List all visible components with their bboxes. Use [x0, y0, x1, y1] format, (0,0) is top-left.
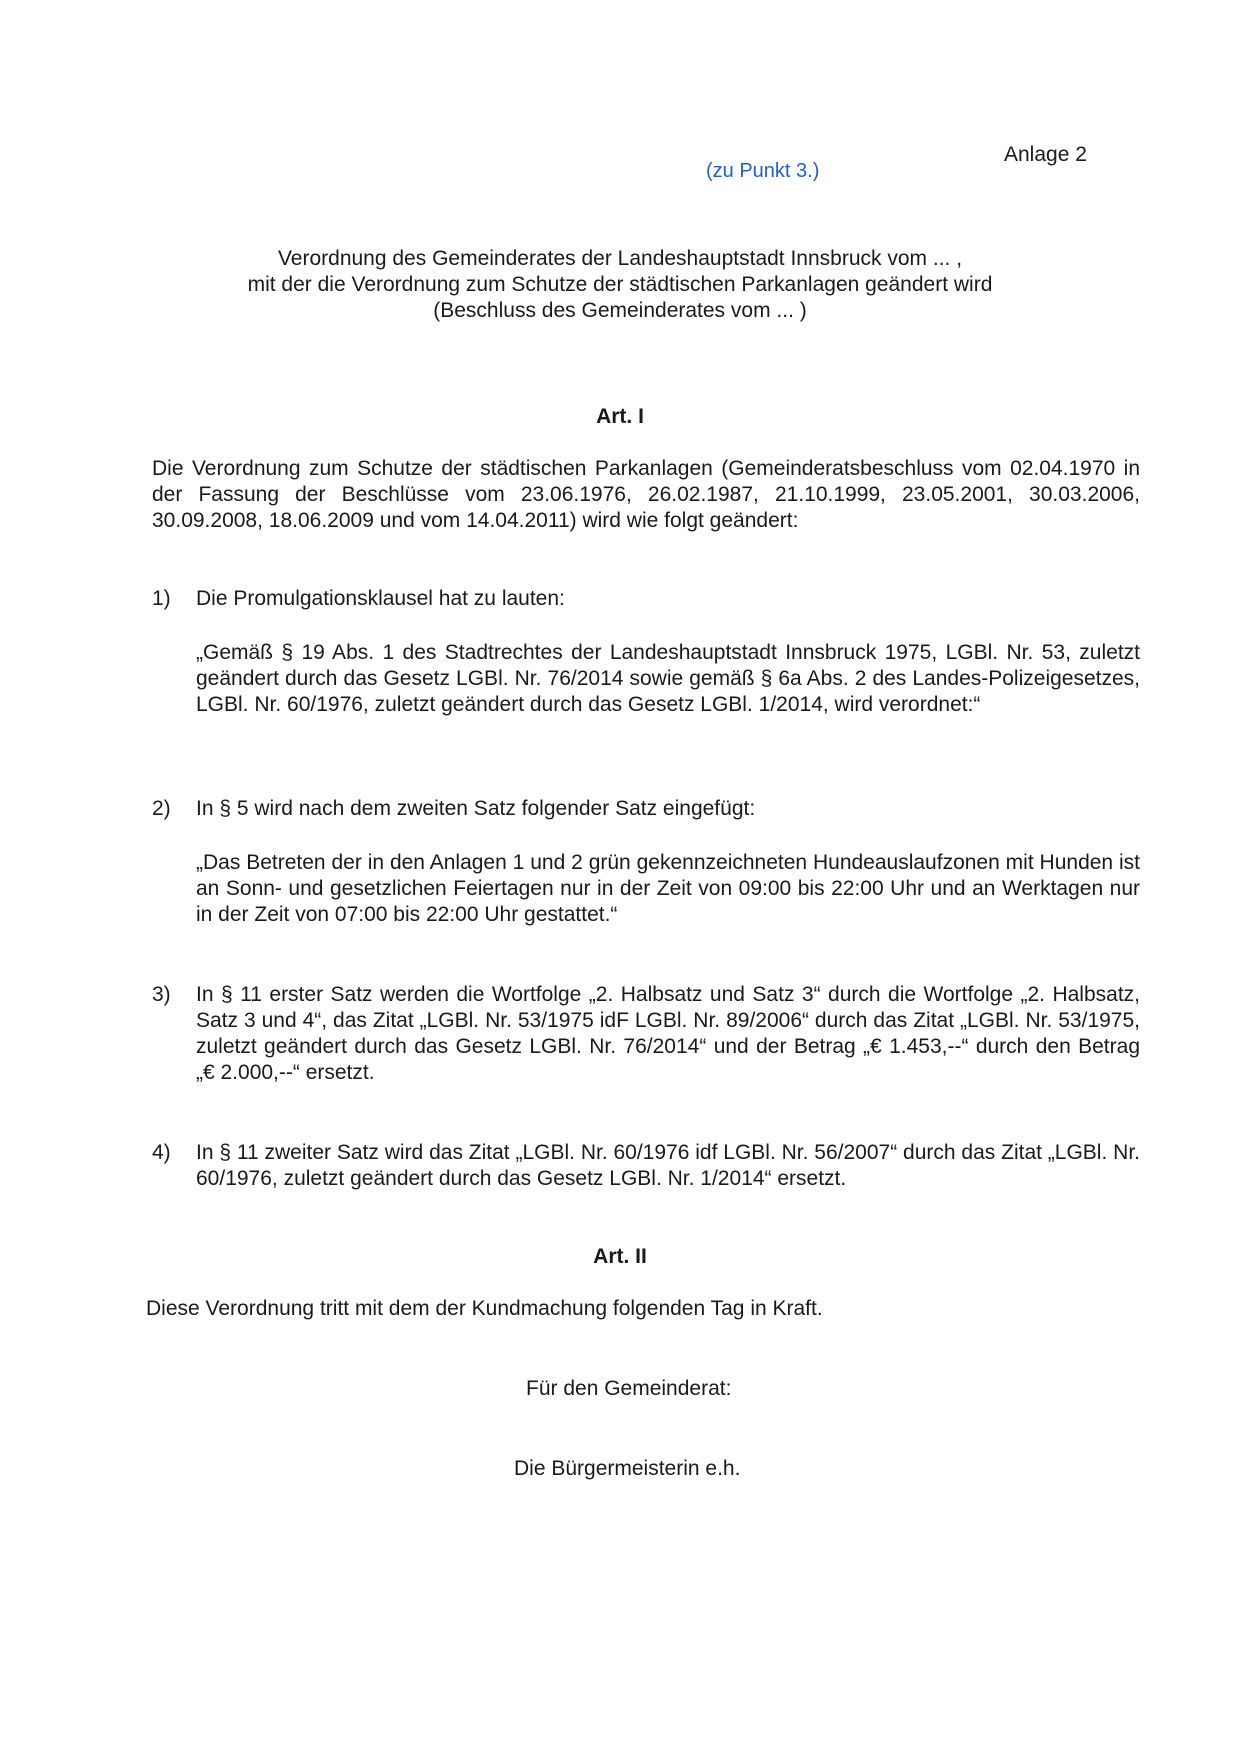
annex-label: Anlage 2	[1004, 143, 1087, 166]
reference-note: (zu Punkt 3.)	[706, 160, 820, 182]
item-4-text: In § 11 zweiter Satz wird das Zitat „LGBl. Nr. 60/1976 idf LGBl. Nr. 56/2007“ durch das Zitat „LGBl. Nr. 60/1976, zuletzt geändert durch das Gesetz LGBl. Nr. 1/2014“ ersetzt.	[196, 1141, 1140, 1190]
article-1-intro: Die Verordnung zum Schutze der städtischen Parkanlagen (Gemeinderatsbeschluss vom 02.04.1970 in der Fassung der Beschlüsse vom 23.06.1976, 26.02.1987, 21.10.1999, 23.05.2001, 30.03.2006, 30.09.2008, 18.06.2009 und vom 14.04.2011) wird wie folgt geändert:	[152, 457, 1140, 532]
item-1-number: 1)	[152, 587, 171, 610]
item-2-text: In § 5 wird nach dem zweiten Satz folgender Satz eingefügt:	[196, 797, 756, 820]
document-title	[150, 246, 1090, 324]
item-3-number: 3)	[152, 983, 171, 1006]
signature-council: Für den Gemeinderat:	[526, 1377, 732, 1400]
title-line-2: mit der die Verordnung zum Schutze der städtischen Parkanlagen geändert wird	[247, 273, 993, 296]
item-1-text: Die Promulgationsklausel hat zu lauten:	[196, 587, 565, 610]
article-2-text: Diese Verordnung tritt mit dem der Kundmachung folgenden Tag in Kraft.	[146, 1297, 823, 1320]
item-2-quote: „Das Betreten der in den Anlagen 1 und 2 grün gekennzeichneten Hundeauslaufzonen mit Hunden ist an Sonn- und gesetzlichen Feiertagen nur in der Zeit von 09:00 bis 22:00 Uhr und an Werktagen nur in der Zeit von 07:00 bis 22:00 Uhr gestattet.“	[196, 851, 1140, 926]
item-2-number: 2)	[152, 797, 171, 820]
item-3-text: In § 11 erster Satz werden die Wortfolge „2. Halbsatz und Satz 3“ durch die Wortfolge „2. Halbsatz, Satz 3 und 4“, das Zitat „LGBl. Nr. 53/1975 idF LGBl. Nr. 89/2006“ durch das Zitat „LGBl. Nr. 53/1975, zuletzt geändert durch das Gesetz LGBl. Nr. 76/2014“ und der Betrag „€ 1.453,--“ durch den Betrag „€ 2.000,--“ ersetzt.	[196, 983, 1140, 1084]
article-2-heading: Art. II	[593, 1245, 647, 1268]
signature-mayor: Die Bürgermeisterin e.h.	[514, 1457, 741, 1480]
article-1-heading: Art. I	[596, 405, 644, 428]
item-4-number: 4)	[152, 1141, 171, 1164]
title-line-3: (Beschluss des Gemeinderates vom ... )	[433, 299, 807, 322]
item-1-quote: „Gemäß § 19 Abs. 1 des Stadtrechtes der Landeshauptstadt Innsbruck 1975, LGBl. Nr. 53, zuletzt geändert durch das Gesetz LGBl. Nr. 76/2014 sowie gemäß § 6a Abs. 2 des Landes-Polizeigesetzes, LGBl. Nr. 60/1976, zuletzt geändert durch das Gesetz LGBl. 1/2014, wird verordnet:“	[196, 641, 1140, 716]
title-line-1: Verordnung des Gemeinderates der Landeshauptstadt Innsbruck vom ... ,	[277, 247, 963, 270]
